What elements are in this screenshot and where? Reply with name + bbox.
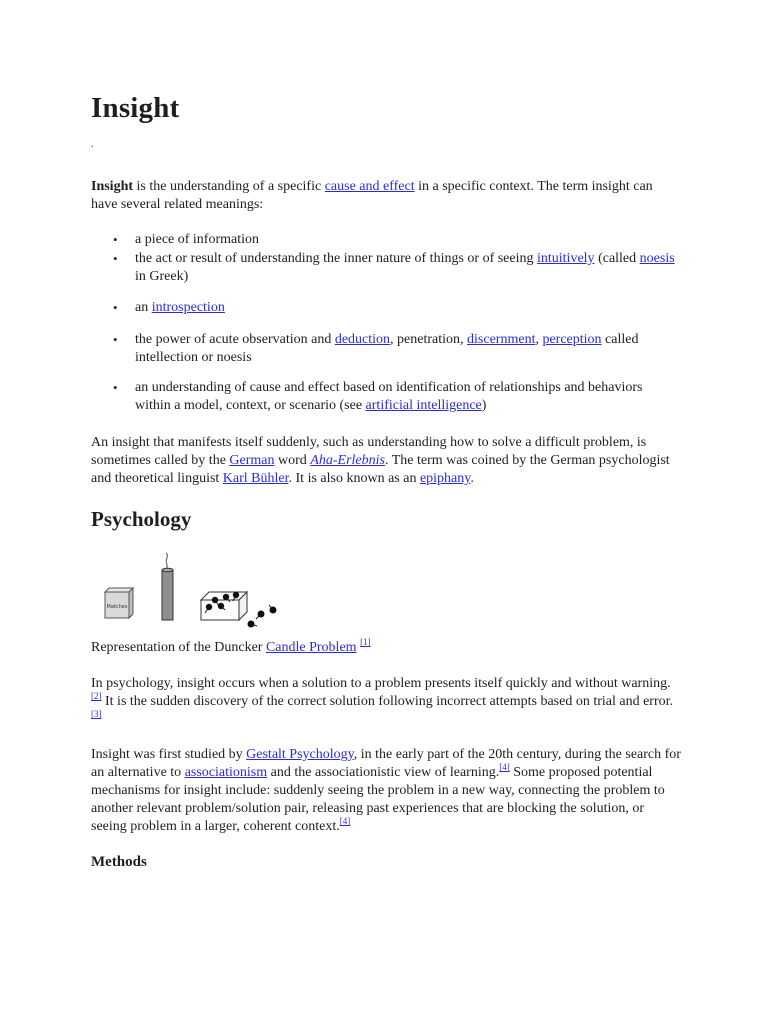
loose-tacks-icon: [248, 605, 277, 628]
list-item: • a piece of information: [91, 231, 681, 249]
link-german[interactable]: German: [229, 453, 275, 468]
page-title: Insight: [91, 92, 180, 124]
tack-box-icon: [201, 592, 247, 620]
reference-1[interactable]: [1]: [360, 637, 371, 647]
reference-4-repeat[interactable]: [4]: [339, 816, 351, 826]
list-item: • an understanding of cause and effect based on identification of relationships and behaviors within a model, context, or scenario (see artificial intelligence): [91, 379, 681, 415]
figure-caption: Representation of the Duncker Candle Problem [1]: [91, 637, 371, 655]
link-gestalt-psychology[interactable]: Gestalt Psychology: [246, 747, 354, 762]
link-cause-and-effect[interactable]: cause and effect: [324, 179, 415, 194]
list-item: • an introspection: [91, 299, 681, 317]
link-karl-buhler[interactable]: Karl Bühler: [222, 471, 289, 486]
list-item: • the power of acute observation and deduction, penetration, discernment, perception called intellection or noesis: [91, 331, 681, 367]
reference-3[interactable]: [3]: [91, 709, 102, 719]
link-artificial-intelligence[interactable]: artificial intelligence: [365, 398, 482, 413]
title-dot: .: [91, 139, 94, 150]
reference-4[interactable]: [4]: [499, 762, 510, 772]
link-noesis[interactable]: noesis: [639, 251, 675, 266]
link-deduction[interactable]: deduction: [334, 332, 391, 347]
link-perception[interactable]: perception: [542, 332, 602, 347]
candle-problem-illustration: [101, 552, 311, 630]
intro-paragraph: Insight is the understanding of a specific cause and effect in a specific context. The term insight can have several related meanings:: [91, 179, 653, 212]
candle-icon: [162, 553, 173, 620]
link-epiphany[interactable]: epiphany: [419, 471, 471, 486]
link-candle-problem[interactable]: Candle Problem: [265, 640, 357, 655]
candle-problem-figure: [101, 552, 311, 635]
matchbox-label: Matches: [106, 604, 128, 610]
link-associationism[interactable]: associationism: [184, 765, 268, 780]
aha-paragraph: An insight that manifests itself suddenly, such as understanding how to solve a difficult problem, is sometimes called by the German word Aha-Erlebnis. The term was coined by the German psychologist and theoretical linguist Karl Bühler. It is also known as an epiphany.: [91, 435, 670, 486]
section-heading-methods: Methods: [91, 854, 147, 870]
link-introspection[interactable]: introspection: [151, 300, 225, 315]
section-heading-psychology: Psychology: [91, 507, 192, 531]
link-discernment[interactable]: discernment: [467, 332, 536, 347]
psychology-paragraph-1: In psychology, insight occurs when a solution to a problem presents itself quickly and without warning.[2] It is the sudden discovery of the correct solution following incorrect attempts based on trial and error.[3]: [91, 676, 674, 719]
matchbox-icon: [105, 588, 133, 618]
link-aha-erlebnis[interactable]: Aha-Erlebnis: [310, 453, 385, 468]
intro-bold-term: Insight: [91, 179, 134, 194]
link-intuitively[interactable]: intuitively: [537, 251, 595, 266]
psychology-paragraph-2: Insight was first studied by Gestalt Psychology, in the early part of the 20th century, during the search for an alternative to associationism and the associationistic view of learning.[4] Some proposed potential mechanisms for insight include: suddenly seeing the problem in a new way, connecting the problem to another relevant problem/solution pair, releasing past experiences that are blocking the solution, or seeing problem in a larger, coherent context.[4]: [91, 747, 681, 834]
list-item: • the act or result of understanding the inner nature of things or of seeing intuitively (called noesis in Greek): [91, 250, 681, 286]
reference-2[interactable]: [2]: [91, 691, 102, 701]
